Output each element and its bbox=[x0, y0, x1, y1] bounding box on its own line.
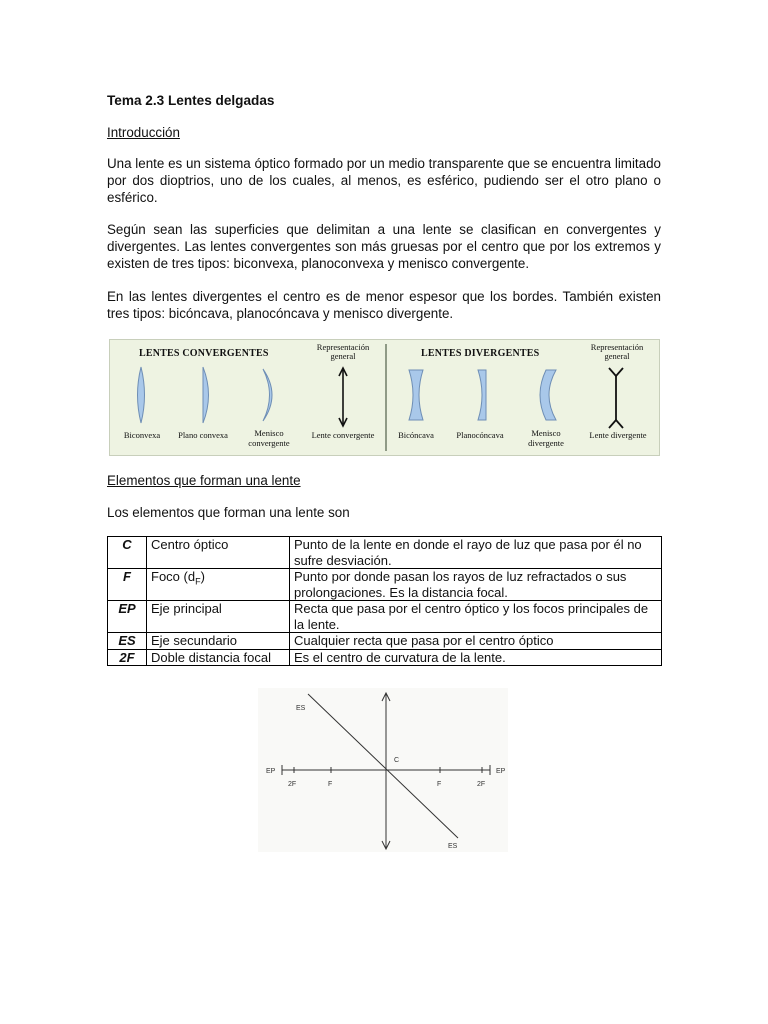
symbol-cell: EP bbox=[108, 601, 147, 633]
caption-lente-convergente: Lente convergente bbox=[311, 430, 375, 440]
table-row bbox=[108, 569, 662, 601]
paragraph-3: En las lentes divergentes el centro es de menor espesor que los bordes. También existen tres tipos: bicóncava, planocóncava y menisco divergente. bbox=[107, 289, 661, 321]
caption-planoconcava: Planocóncava bbox=[456, 430, 504, 440]
representation-text: Representación bbox=[316, 342, 370, 352]
diverging-lens-symbol-icon bbox=[609, 368, 623, 428]
name-cell: Doble distancia focal bbox=[147, 649, 290, 666]
menisco-text: Menisco bbox=[531, 428, 561, 438]
description-cell: Punto de la lente en donde el rayo de luz que pasa por él no sufre desviación. bbox=[290, 537, 662, 569]
converging-lens-symbol-icon bbox=[339, 368, 347, 426]
menisco-text: Menisco bbox=[254, 428, 284, 438]
convergent-meniscus-lens-icon bbox=[263, 369, 272, 421]
table-row bbox=[108, 537, 662, 569]
elements-heading: Elementos que forman una lente bbox=[107, 473, 301, 488]
name-cell: Centro óptico bbox=[147, 537, 290, 569]
table-row bbox=[108, 649, 662, 666]
symbol-cell: C bbox=[108, 537, 147, 569]
plano-convex-lens-icon bbox=[203, 367, 209, 423]
name-end: ) bbox=[200, 569, 205, 584]
caption-lente-divergente: Lente divergente bbox=[589, 430, 647, 440]
name-cell bbox=[147, 569, 290, 601]
caption-menisco-divergente bbox=[518, 428, 574, 448]
symbol-cell: 2F bbox=[108, 649, 147, 666]
lens-types-figure bbox=[109, 339, 660, 456]
convergente-text: convergente bbox=[248, 438, 290, 448]
label-ep-left: EP bbox=[266, 768, 276, 775]
description-cell: Recta que pasa por el centro óptico y los focos principales de la lente. bbox=[290, 601, 662, 633]
divergent-meniscus-lens-icon bbox=[540, 370, 556, 420]
page-title: Tema 2.3 Lentes delgadas bbox=[107, 93, 275, 108]
caption-menisco-convergente bbox=[240, 428, 298, 448]
name-cell: Eje secundario bbox=[147, 633, 290, 650]
caption-plano-convexa: Plano convexa bbox=[178, 430, 228, 440]
biconvex-lens-icon bbox=[138, 367, 145, 423]
label-c: C bbox=[394, 757, 400, 764]
label-es-top: ES bbox=[296, 705, 306, 712]
lens-axes-diagram bbox=[258, 688, 508, 852]
divergente-text: divergente bbox=[528, 438, 564, 448]
general-text: general bbox=[330, 351, 356, 361]
caption-biconvexa: Biconvexa bbox=[123, 430, 161, 440]
paragraph-1: Una lente es un sistema óptico formado por un medio transparente que se encuentra limitado por dos dioptrios, uno de los cuales, al menos, es esférico, pudiendo ser el otro plano o esférico. bbox=[107, 156, 661, 205]
divergent-heading: LENTES DIVERGENTES bbox=[421, 348, 540, 359]
caption-biconcava: Bicóncava bbox=[398, 430, 434, 440]
label-ep-right: EP bbox=[496, 768, 506, 775]
description-cell: Cualquier recta que pasa por el centro óptico bbox=[290, 633, 662, 650]
label-f-left: F bbox=[328, 781, 333, 788]
general-text: general bbox=[604, 351, 630, 361]
intro-heading: Introducción bbox=[107, 125, 180, 140]
name-subscript: F bbox=[195, 576, 201, 587]
elements-intro: Los elementos que forman una lente son bbox=[107, 505, 350, 520]
symbol-cell: ES bbox=[108, 633, 147, 650]
label-f-right: F bbox=[437, 781, 442, 788]
table-row bbox=[108, 601, 662, 633]
description-cell: Es el centro de curvatura de la lente. bbox=[290, 649, 662, 666]
name-text: Foco (d bbox=[151, 569, 196, 584]
description-cell: Punto por donde pasan los rayos de luz refractados o sus prolongaciones. Es la distancia focal. bbox=[290, 569, 662, 601]
table-row bbox=[108, 633, 662, 650]
name-cell: Eje principal bbox=[147, 601, 290, 633]
label-2f-right: 2F bbox=[477, 781, 486, 788]
biconcave-lens-icon bbox=[409, 370, 423, 420]
paragraph-2: Según sean las superficies que delimitan a una lente se clasifican en convergentes y divergentes. Las lentes convergentes son más gruesas por el centro que por los extremos y existen de tres tipos: biconvexa, planoconvexa y menisco convergente. bbox=[107, 222, 661, 271]
axes-diagram-svg bbox=[258, 688, 508, 852]
label-es-bottom: ES bbox=[448, 843, 458, 850]
secondary-axis-line bbox=[308, 694, 458, 838]
convergent-heading: LENTES CONVERGENTES bbox=[139, 348, 269, 359]
plano-concave-lens-icon bbox=[478, 370, 486, 420]
symbol-cell: F bbox=[108, 569, 147, 601]
label-2f-left: 2F bbox=[288, 781, 297, 788]
elements-table bbox=[107, 536, 662, 666]
representation-text: Representación bbox=[590, 342, 644, 352]
